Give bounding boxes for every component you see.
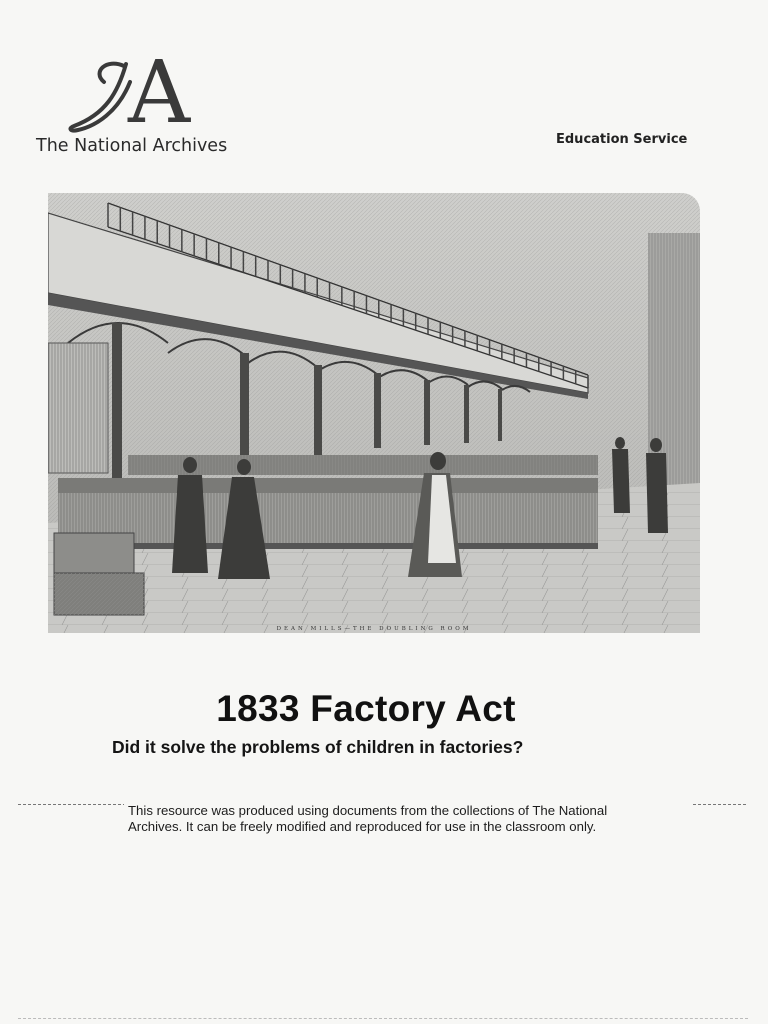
- usage-notice-line-1: This resource was produced using documents from the collections of The National: [128, 803, 608, 818]
- logo-text: The National Archives: [36, 136, 228, 156]
- page-title: 1833 Factory Act: [216, 688, 516, 729]
- education-service-label: Education Service: [556, 132, 688, 147]
- bottom-divider: [18, 1018, 748, 1019]
- usage-notice-line-2: Archives. It can be freely modified and reproduced for use in the classroom only.: [128, 819, 597, 834]
- mill-engraving-illustration: [48, 193, 700, 633]
- national-archives-logo: [36, 52, 236, 162]
- usage-notice: [124, 803, 692, 835]
- archives-a-logo-mark: [66, 52, 226, 134]
- engraving-caption: DEAN MILLS—THE DOUBLING ROOM: [276, 626, 472, 632]
- logo-letter: A: [128, 52, 191, 134]
- page-subtitle: Did it solve the problems of children in factories?: [112, 737, 524, 757]
